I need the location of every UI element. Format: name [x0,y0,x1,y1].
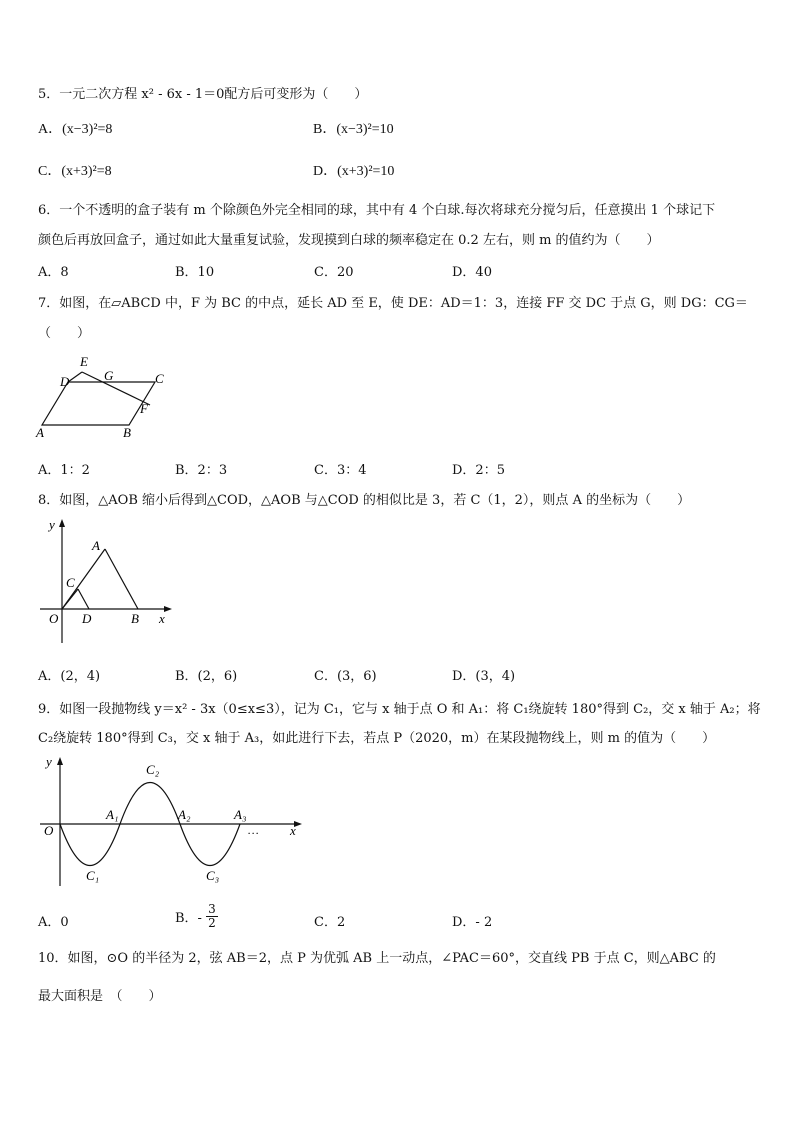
q9-option-b-denominator: 2 [208,916,216,930]
q6-line2: 颜色后再放回盒子，通过如此大量重复试验，发现摸到白球的频率稳定在 0.2 左右，则 m 的值约为（ ） [38,233,660,248]
q5-stem: 5．一元二次方程 x² - 6x - 1＝0配方后可变形为（ ） [38,87,368,102]
q7-option-a: A．1：2 [38,463,90,478]
q5-option-a: A．(x−3)²=8 [38,122,113,137]
q6-line1: 6．一个不透明的盒子装有 m 个除颜色外完全相同的球，其中有 4 个白球.每次将球充分搅匀后，任意摸出 1 个球记下 [38,203,716,218]
q7-label-e: E [80,354,88,369]
q8-option-c: C．(3，6) [314,669,377,684]
q7-line2: （ ） [38,326,91,341]
q9-option-d: D．- 2 [452,915,493,930]
q9-option-b-fraction [206,903,218,930]
q7-label-f: F [140,401,148,416]
q9-option-b [175,903,218,930]
q9-label-y: y [46,754,52,769]
q7-label-d: D [60,374,70,389]
q8-label-c: C [66,575,75,590]
q9-line1: 9．如图一段抛物线 y＝x² - 3x（0≤x≤3），记为 C₁，它与 x 轴于点 O 和 A₁：将 C₁绕旋转 180°得到 C₂，交 x 轴于 A₂；将 [38,702,761,717]
q8-label-a: A [92,538,100,553]
q8-label-x: x [159,611,165,626]
q9-option-b-numerator: 3 [208,902,216,916]
q8-option-d: D．(3，4) [452,669,516,684]
q9-option-c: C．2 [314,915,346,930]
q8-label-o: O [49,611,59,626]
q7-label-c: C [155,371,164,386]
q9-label-c3: C₃ [206,868,220,883]
q9-label-a2: A₂ [178,807,191,822]
q8-label-d: D [82,611,92,626]
q9-label-a3: A₃ [234,807,247,822]
q10-line1: 10．如图，⊙O 的半径为 2，弦 AB＝2，点 P 为优弧 AB 上一动点，∠PAC＝60°，交直线 PB 于点 C，则△ABC 的 [38,951,716,966]
q9-label-c2: C₂ [146,762,160,777]
q7-option-c: C．3：4 [314,463,367,478]
q6-option-a: A．8 [38,265,69,280]
q7-option-b: B．2：3 [175,463,228,478]
q9-label-ellipsis: … [248,823,259,837]
q8-triangle-figure [32,513,178,648]
q6-option-d: D．40 [452,265,492,280]
q7-line1: 7．如图，在▱ABCD 中，F 为 BC 的中点，延长 AD 至 E，使 DE：AD＝1：3，连接 FF 交 DC 于点 G，则 DG：CG＝ [38,296,748,311]
q7-label-b: B [123,425,131,440]
q9-label-x: x [290,823,296,838]
q10-line2: 最大面积是 （ ） [38,989,162,1004]
q9-parabola-figure [36,752,306,888]
q7-label-a: A [36,425,44,440]
q9-label-a1: A₁ [106,807,119,822]
q5-option-b: B．(x−3)²=10 [313,122,394,137]
q7-label-g: G [104,368,114,383]
q6-option-b: B．10 [175,265,215,280]
q8-stem: 8．如图，△AOB 缩小后得到△COD，△AOB 与△COD 的相似比是 3，若 C（1，2），则点 A 的坐标为（ ） [38,493,691,508]
q9-label-o: O [44,823,54,838]
q7-option-d: D．2：5 [452,463,505,478]
q6-option-c: C．20 [314,265,354,280]
q9-option-b-prefix: B．- [175,911,202,926]
q8-label-y: y [49,517,55,532]
q5-option-c: C．(x+3)²=8 [38,164,112,179]
q9-label-c1: C₁ [86,868,100,883]
q7-parallelogram-figure [30,350,170,442]
q9-option-a: A．0 [38,915,69,930]
q8-label-b: B [131,611,139,626]
q5-option-d: D．(x+3)²=10 [313,164,395,179]
q8-option-b: B．(2，6) [175,669,238,684]
q9-line2: C₂绕旋转 180°得到 C₃，交 x 轴于 A₃，如此进行下去，若点 P（2020，m）在某段抛物线上，则 m 的值为（ ） [38,731,716,746]
q8-option-a: A．(2，4) [38,669,101,684]
